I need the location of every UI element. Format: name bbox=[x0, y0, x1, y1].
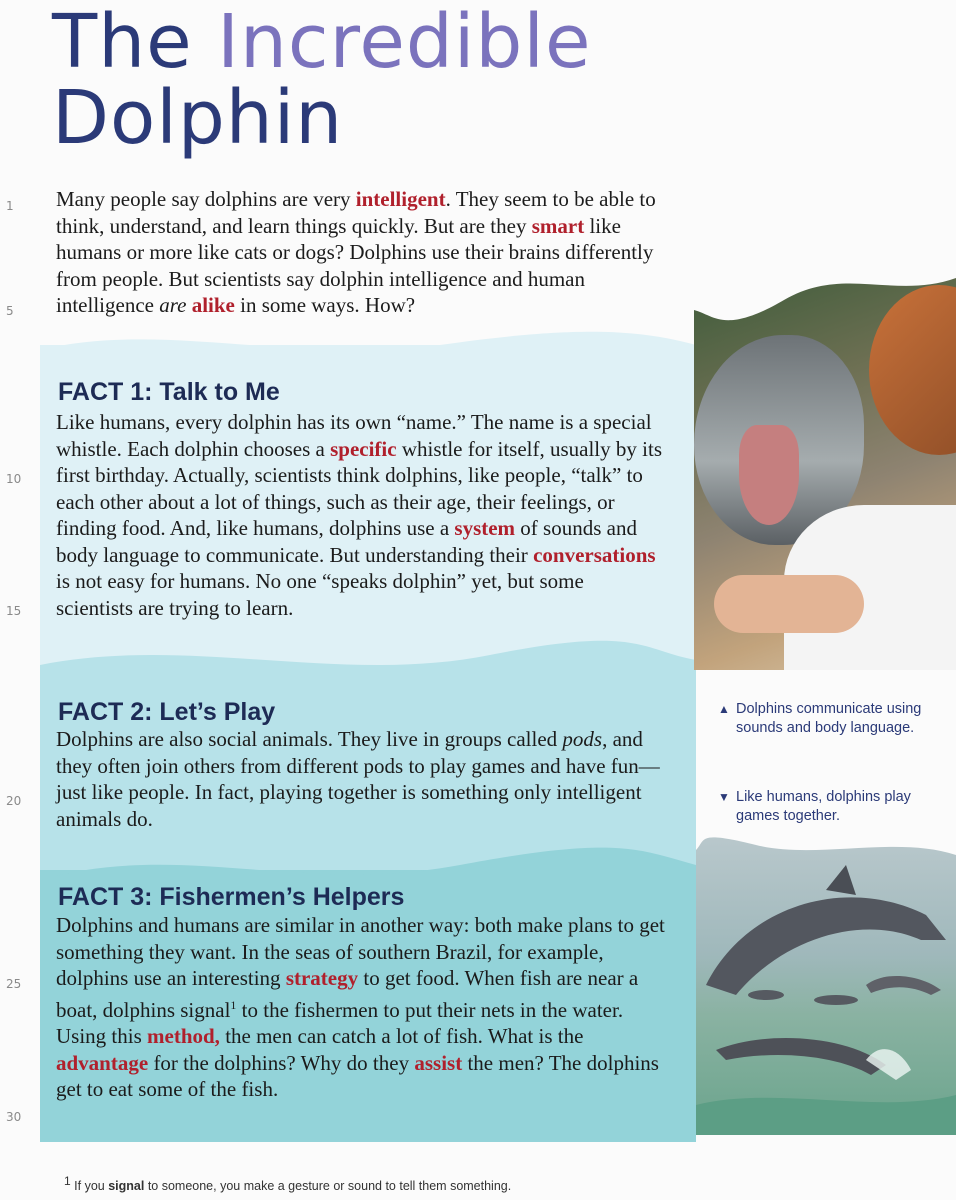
vocab-word: advantage bbox=[56, 1050, 149, 1075]
vocab-word: smart bbox=[531, 213, 585, 238]
line-number: 1 bbox=[6, 199, 14, 213]
title-word-incredible: Incredible bbox=[217, 0, 592, 85]
vocab-word: intelligent bbox=[355, 187, 446, 211]
vocab-word: assist bbox=[414, 1050, 463, 1075]
page-title bbox=[52, 0, 592, 161]
fact2-heading: FACT 2: Let’s Play bbox=[58, 698, 276, 726]
vocab-word: strategy bbox=[285, 966, 359, 990]
triangle-down-icon: ▼ bbox=[718, 790, 730, 804]
line-number: 10 bbox=[6, 472, 22, 486]
caption-communicate: ▲ Dolphins communicate using sounds and body language. bbox=[718, 701, 922, 736]
vocab-word: alike bbox=[191, 293, 235, 317]
vocab-word: system bbox=[454, 516, 516, 540]
title-word-the: The bbox=[52, 0, 218, 85]
caption-play: ▼ Like humans, dolphins play games together. bbox=[718, 789, 911, 824]
fact1-paragraph: Like humans, every dolphin has its own “name.” The name is a special whistle. Each dolphin chooses a specific whistle for itself, usually by its first birthday. Actually, scientists think dolphins, like people, “talk” to each other about a lot of things, such as their age, their feelings, or finding food. And, like humans, dolphins use a system of sounds and body language to communicate. But understanding their conversations is not easy for humans. No one “speaks dolphin” yet, but some scientists are trying to learn. bbox=[56, 410, 662, 620]
line-number: 5 bbox=[6, 304, 14, 318]
fact1-heading: FACT 1: Talk to Me bbox=[58, 378, 280, 406]
fact3-paragraph: Dolphins and humans are similar in another way: both make plans to get something they want. In the seas of southern Brazil, for example, dolphins use an interesting strategy to get food. When fish are near a boat, dolphins signal$^1$ to the fishermen to put their nets in the water. Using this method, the men can catch a lot of fish. What is the advantage for the dolphins? Why do they assist the men? The dolphins get to eat some of the fish. bbox=[56, 913, 665, 1101]
intro-paragraph: Many people say dolphins are very intelligent. They seem to be able to think, understand, and learn things quickly. But are they smart like humans or more like cats or dogs? Dolphins use their brains differently from people. But scientists say dolphin intelligence and human intelligence are alike in some ways. How? bbox=[56, 187, 656, 317]
footnote-marker: 1 bbox=[230, 997, 237, 1012]
dolphins-illustration bbox=[696, 835, 956, 1135]
vocab-word: method, bbox=[147, 1024, 220, 1048]
line-number: 15 bbox=[6, 604, 22, 618]
line-number: 30 bbox=[6, 1110, 22, 1124]
line-number: 25 bbox=[6, 977, 22, 991]
fact2-paragraph: Dolphins are also social animals. They live in groups called pods, and they often join others from different pods to play games and have fun—just like people. In fact, playing together is something only intelligent animals do. bbox=[56, 727, 660, 831]
vocab-word: specific bbox=[330, 436, 397, 461]
photo-boy-with-dolphin bbox=[694, 275, 956, 670]
photo-top-wave bbox=[694, 270, 956, 330]
vocab-word: conversations bbox=[533, 542, 656, 567]
title-word-dolphin: Dolphin bbox=[52, 75, 344, 161]
line-number: 20 bbox=[6, 794, 22, 808]
fact3-heading: FACT 3: Fishermen’s Helpers bbox=[58, 883, 405, 911]
painting-dolphins-leaping bbox=[696, 835, 956, 1135]
footnote: $^1$ If you signal to someone, you make a gesture or sound to tell them something. bbox=[64, 1174, 512, 1194]
triangle-up-icon: ▲ bbox=[718, 702, 730, 716]
